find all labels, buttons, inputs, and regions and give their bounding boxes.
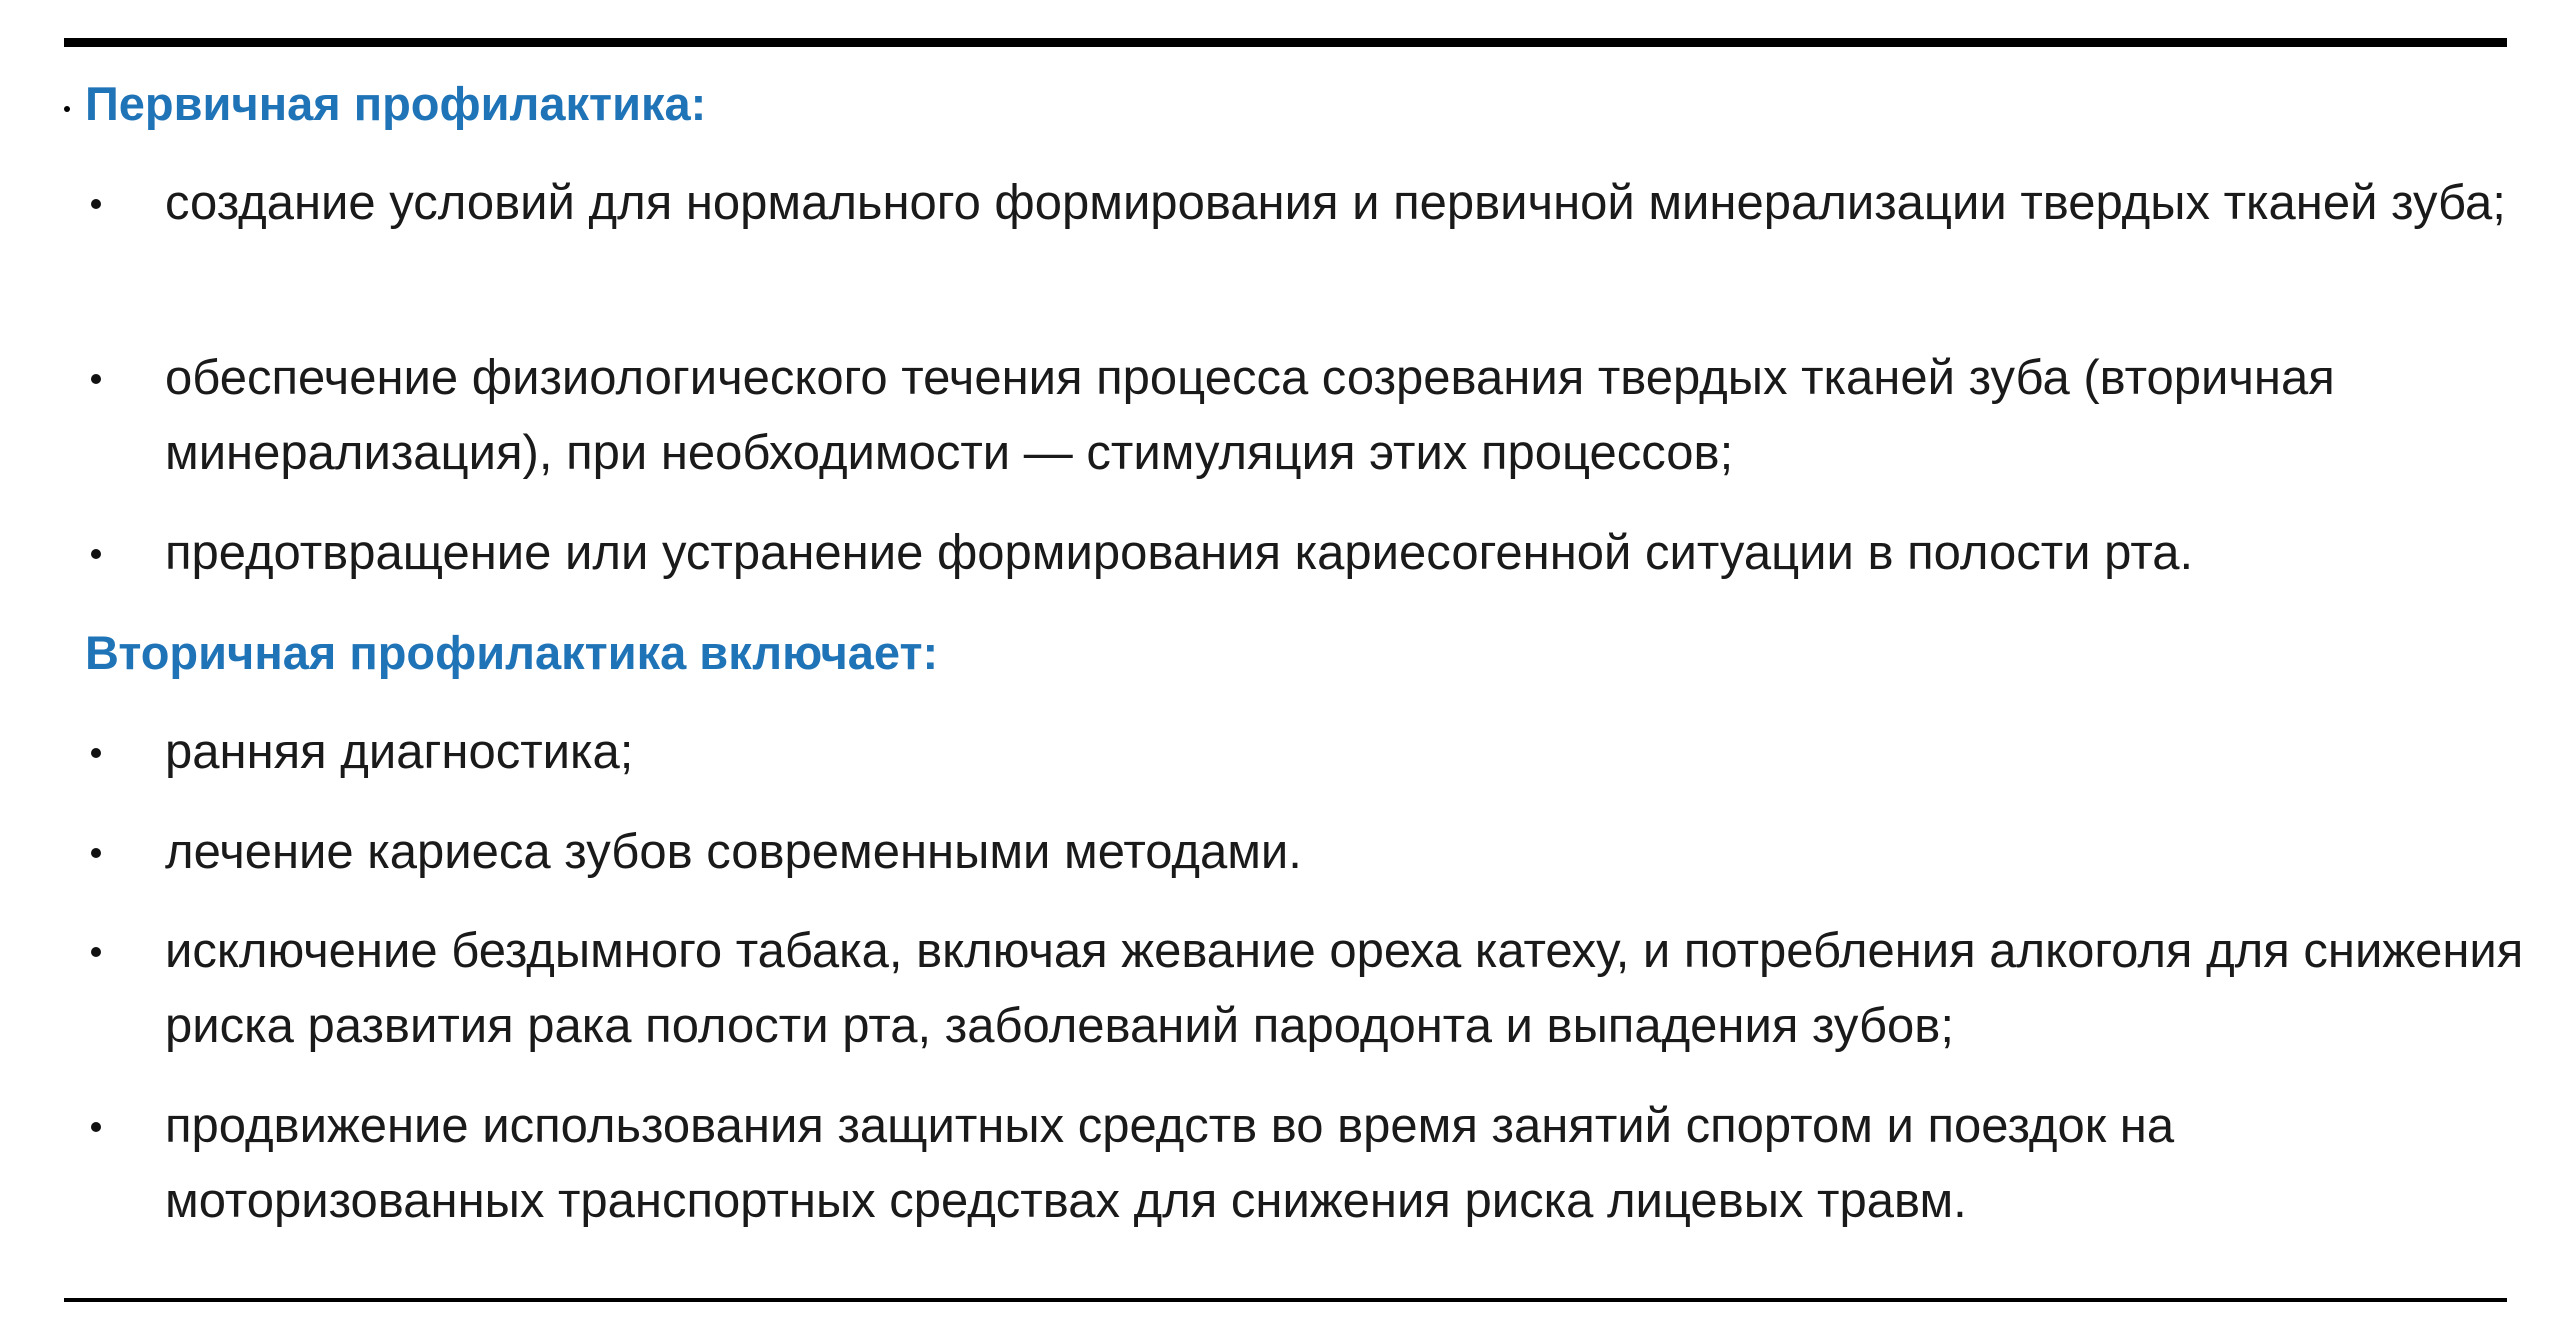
list-item-text: ранняя диагностика; [165, 725, 634, 779]
secondary-heading-text: Вторичная профилактика включает: [85, 626, 939, 679]
list-item [165, 715, 2535, 790]
list-item [165, 914, 2535, 1064]
bullet-icon [91, 549, 101, 559]
secondary-heading [85, 625, 938, 681]
list-item [165, 1089, 2535, 1239]
list-item-text: создание условий для нормального формирования и первичной минерализации твердых тканей зуба; [165, 176, 2506, 230]
list-item [165, 815, 2535, 890]
primary-heading [85, 76, 706, 132]
bullet-icon [64, 106, 70, 112]
bullet-icon [91, 374, 101, 384]
bullet-icon [91, 748, 101, 758]
list-item [165, 341, 2535, 491]
list-item [165, 166, 2535, 241]
list-item-text: лечение кариеса зубов современными методами. [165, 825, 1302, 879]
bullet-icon [91, 199, 101, 209]
bottom-divider [64, 1298, 2507, 1302]
top-divider [64, 38, 2507, 47]
primary-heading-text: Первичная профилактика: [85, 77, 707, 130]
list-item-text: исключение бездымного табака, включая жевание ореха катеху, и потребления алкоголя для снижения риска развития рака полости рта, заболеваний пародонта и выпадения зубов; [165, 924, 2524, 1053]
bullet-icon [91, 848, 101, 858]
bullet-icon [91, 947, 101, 957]
list-item [165, 516, 2535, 591]
list-item-text: обеспечение физиологического течения процесса созревания твердых тканей зуба (вторичная минерализация), при необходимости — стимуляция этих процессов; [165, 351, 2335, 480]
bullet-icon [91, 1122, 101, 1132]
list-item-text: предотвращение или устранение формирования кариесогенной ситуации в полости рта. [165, 526, 2194, 580]
list-item-text: продвижение использования защитных средств во время занятий спортом и поездок на моторизованных транспортных средствах для снижения риска лицевых травм. [165, 1099, 2175, 1228]
